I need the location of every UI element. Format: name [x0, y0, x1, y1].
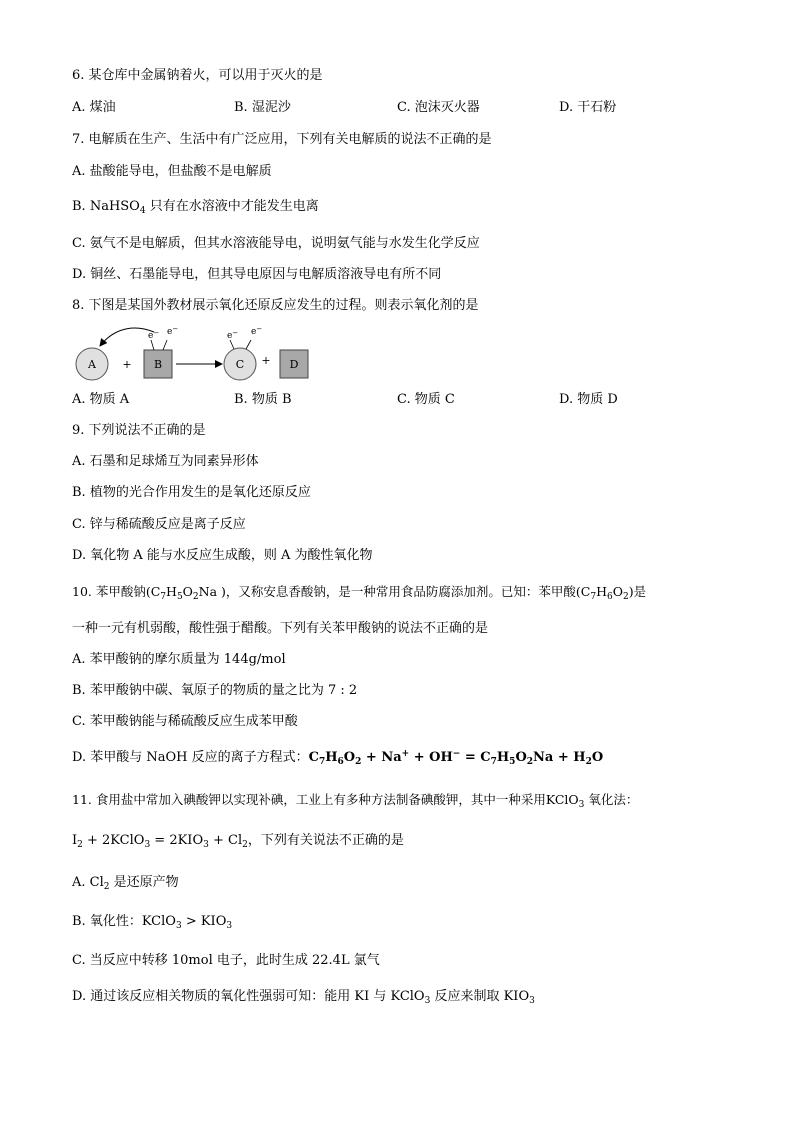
q11-option-c: C. 当反应中转移 10mol 电子，此时生成 22.4L 氯气 — [72, 953, 380, 968]
q7-option-b: B. NaHSO$_4$ 只有在水溶液中才能发生电离 — [72, 199, 319, 216]
plus-sign-2: + — [261, 354, 271, 367]
q7-option-a: A. 盐酸能导电，但盐酸不是电解质 — [72, 164, 272, 179]
q8-option-d: D. 物质 D — [559, 392, 618, 407]
q11-option-d: D. 通过该反应相关物质的氧化性强弱可知：能用 KI 与 KClO$_3$ 反应来制取 $KIO_3$ — [72, 989, 535, 1006]
q9-option-d: D. 氧化物 A 能与水反应生成酸，则 A 为酸性氧化物 — [72, 548, 373, 563]
q9-stem: 9. 下列说法不正确的是 — [72, 423, 206, 438]
substance-b-label: B — [153, 358, 163, 371]
q8-option-c: C. 物质 C — [397, 392, 455, 407]
electron-transfer-arrow — [100, 328, 154, 346]
substance-a-label: A — [88, 358, 96, 371]
q6-option-d: D. 干石粉 — [559, 100, 617, 115]
c-electron-1: e− — [227, 329, 239, 341]
b-electron-2: e− — [167, 325, 179, 337]
q8-stem: 8. 下图是某国外教材展示氧化还原反应发生的过程。则表示氧化剂的是 — [72, 298, 479, 313]
q9-option-a: A. 石墨和足球烯互为同素异形体 — [72, 454, 259, 469]
substance-d-label: D — [289, 358, 299, 371]
q9-option-c: C. 锌与稀硫酸反应是离子反应 — [72, 517, 246, 532]
q8-option-b: B. 物质 B — [234, 392, 292, 407]
q7-option-d: D. 铜丝、石墨能导电，但其导电原因与电解质溶液导电有所不同 — [72, 267, 442, 282]
q10-option-a: A. 苯甲酸钠的摩尔质量为 144g/mol — [72, 652, 286, 667]
q10-option-d: D. 苯甲酸与 NaOH 反应的离子方程式：$C_7H_6O_2 + Na^+ + OH^- = C_7H_5O_2Na + H_2O$ — [72, 749, 604, 767]
q11-equation-line: $I_2$ + 2KClO$_3$ = $2KIO_3 + Cl_2$，下列有关说法不正确的是 — [72, 833, 404, 850]
q9-option-b: B. 植物的光合作用发生的是氧化还原反应 — [72, 485, 311, 500]
q6-option-a: A. 煤油 — [72, 100, 116, 115]
q11-stem-line1: 11. 食用盐中常加入碘酸钾以实现补碘，工业上有多种方法制备碘酸钾，其中一种采用KClO$_3$ 氧化法： — [72, 792, 639, 810]
q6-stem: 6. 某仓库中金属钠着火，可以用于灭火的是 — [72, 68, 323, 83]
c-electron-2: e− — [251, 325, 263, 337]
q10-option-c: C. 苯甲酸钠能与稀硫酸反应生成苯甲酸 — [72, 714, 298, 729]
substance-c-label: C — [235, 358, 245, 371]
q10-stem-line1: 10. 苯甲酸钠($C_7H_5O_2Na$ )，又称安息香酸钠，是一种常用食品防腐添加剂。已知：苯甲酸$(C_7H_6O_2)$是 — [72, 584, 647, 602]
q7-stem: 7. 电解质在生产、生活中有广泛应用，下列有关电解质的说法不正确的是 — [72, 132, 492, 147]
plus-sign-1: + — [122, 358, 132, 371]
q6-option-c: C. 泡沫灭火器 — [397, 100, 480, 115]
b-electron-1: e− — [148, 329, 160, 341]
q10-option-b: B. 苯甲酸钠中碳、氧原子的物质的量之比为 7 : 2 — [72, 683, 358, 698]
q10-ionic-equation: $C_7H_6O_2 + Na^+ + OH^- = C_7H_5O_2Na + H_2O$ — [308, 749, 604, 767]
q8-option-a: A. 物质 A — [72, 392, 130, 407]
q7-option-c: C. 氨气不是电解质，但其水溶液能导电，说明氨气能与水发生化学反应 — [72, 236, 480, 251]
q11-option-b: B. 氧化性：KClO$_3$ > $KIO_3$ — [72, 914, 233, 931]
q11-option-a: A. $Cl_2$ 是还原产物 — [72, 875, 179, 892]
redox-diagram — [70, 322, 330, 384]
q10-stem-line2: 一种一元有机弱酸，酸性强于醋酸。下列有关苯甲酸钠的说法不正确的是 — [72, 621, 489, 636]
q6-option-b: B. 湿泥沙 — [234, 100, 291, 115]
